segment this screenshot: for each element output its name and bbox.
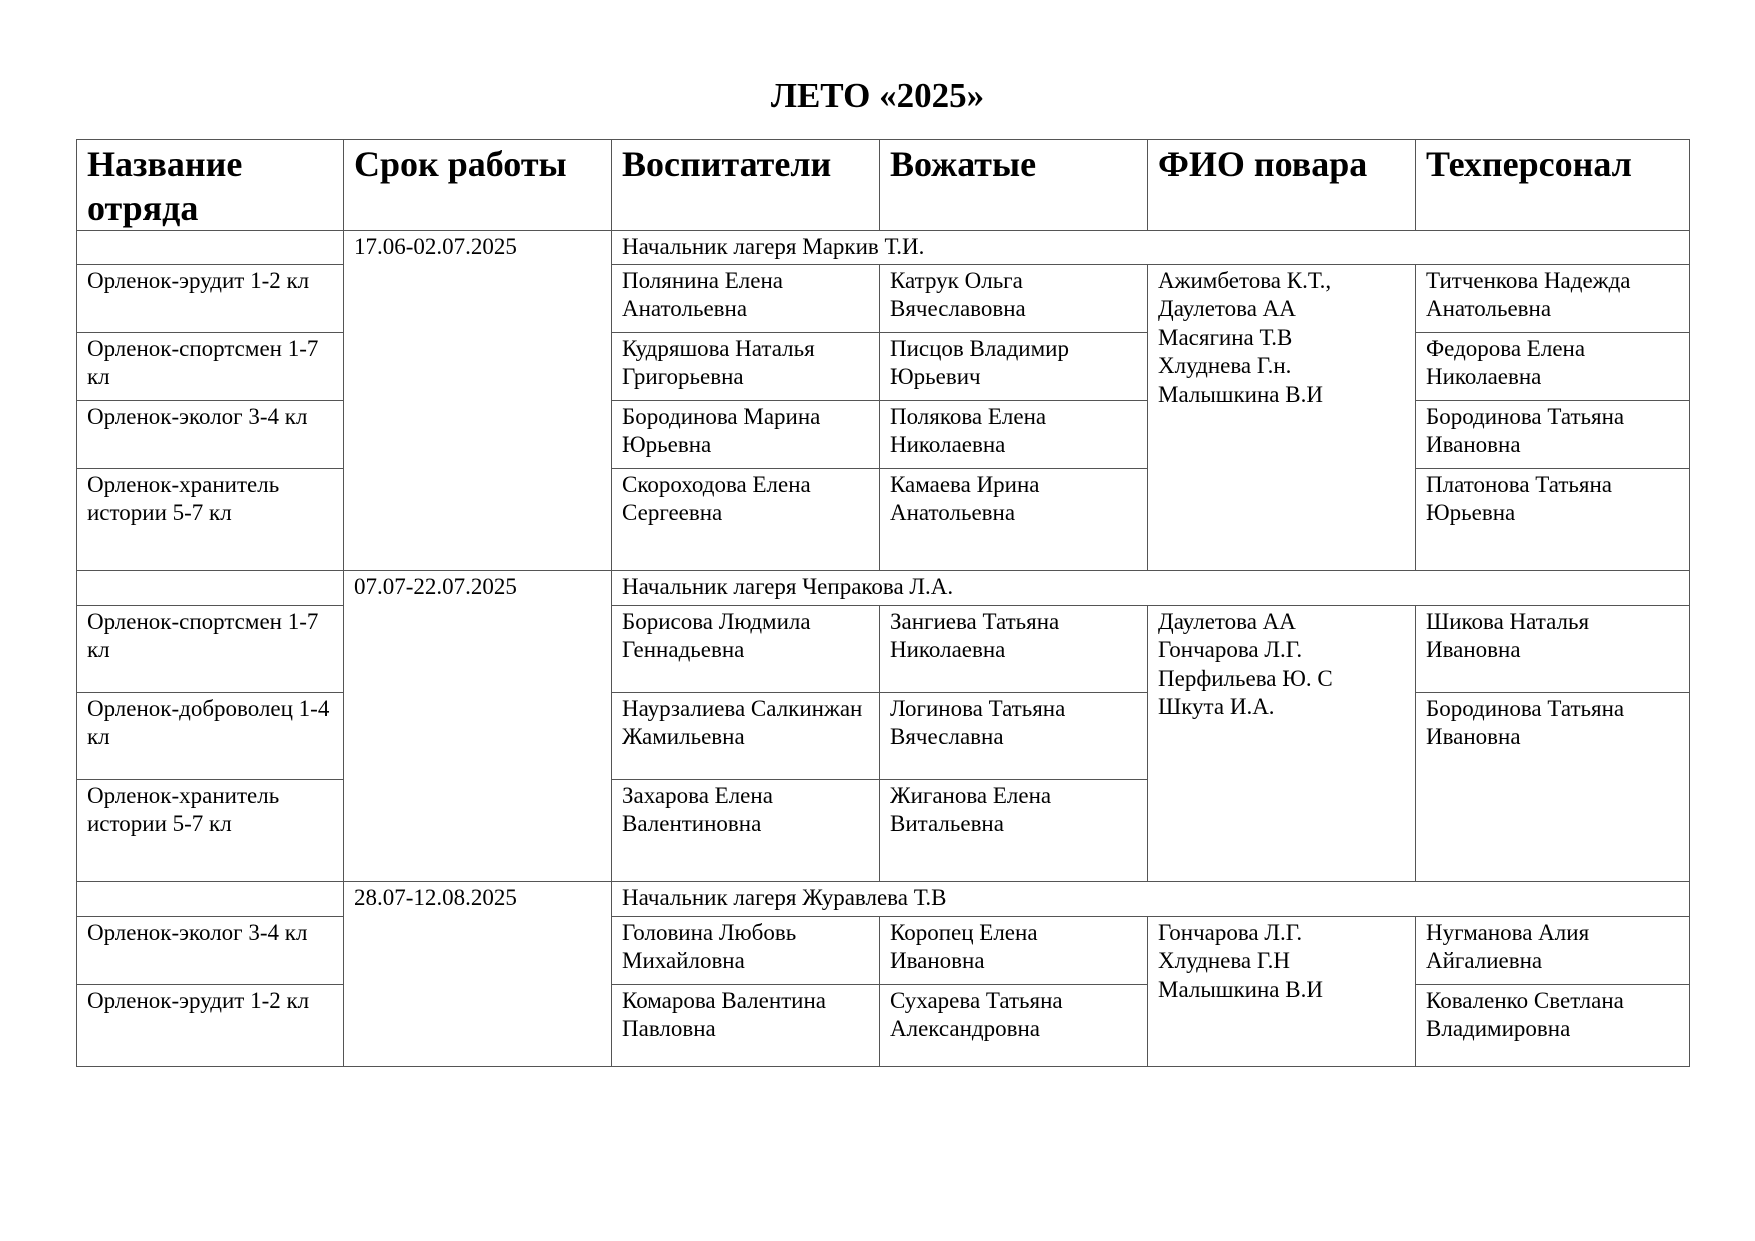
squad-name: Орленок-доброволец 1-4 кл	[77, 692, 344, 779]
teacher-cell: Скороходова Елена Сергеевна	[612, 468, 880, 570]
tech-staff-cell: Бородинова Татьяна Ивановна	[1416, 400, 1690, 468]
tech-staff-cell: Шикова Наталья Ивановна	[1416, 605, 1690, 692]
squad-name: Орленок-спортсмен 1-7 кл	[77, 332, 344, 400]
empty-squad-cell	[77, 570, 344, 605]
camp-chief: Начальник лагеря Чепракова Л.А.	[612, 570, 1690, 605]
teacher-cell: Кудряшова Наталья Григорьевна	[612, 332, 880, 400]
header-teachers: Воспитатели	[612, 140, 880, 231]
table-row	[77, 264, 1690, 332]
table-row	[77, 916, 1690, 984]
squad-name: Орленок-эрудит 1-2 кл	[77, 264, 344, 332]
squad-name: Орленок-эколог 3-4 кл	[77, 916, 344, 984]
counselor-cell: Коропец Елена Ивановна	[880, 916, 1148, 984]
empty-squad-cell	[77, 231, 344, 265]
table-row	[77, 400, 1690, 468]
counselor-cell: Сухарева Татьяна Александровна	[880, 984, 1148, 1066]
counselor-cell: Зангиева Татьяна Николаевна	[880, 605, 1148, 692]
shift-period: 07.07-22.07.2025	[344, 570, 612, 881]
counselor-cell: Логинова Татьяна Вячеславна	[880, 692, 1148, 779]
table-row	[77, 984, 1690, 1066]
teacher-cell: Захарова Елена Валентиновна	[612, 779, 880, 881]
header-period: Срок работы	[344, 140, 612, 231]
camp-chief: Начальник лагеря Журавлева Т.В	[612, 881, 1690, 916]
header-row	[77, 140, 1690, 231]
squad-name: Орленок-хранитель истории 5-7 кл	[77, 779, 344, 881]
tech-staff-cell: Платонова Татьяна Юрьевна	[1416, 468, 1690, 570]
tech-staff-cell: Титченкова Надежда Анатольевна	[1416, 264, 1690, 332]
header-counselors: Вожатые	[880, 140, 1148, 231]
teacher-cell: Комарова Валентина Павловна	[612, 984, 880, 1066]
squad-name: Орленок-эколог 3-4 кл	[77, 400, 344, 468]
squad-name: Орленок-хранитель истории 5-7 кл	[77, 468, 344, 570]
table-row	[77, 692, 1690, 779]
tech-staff-cell: Коваленко Светлана Владимировна	[1416, 984, 1690, 1066]
shift-chief-row	[77, 570, 1690, 605]
camp-schedule-table	[76, 139, 1690, 1067]
header-tech-staff: Техперсонал	[1416, 140, 1690, 231]
teacher-cell: Борисова Людмила Геннадьевна	[612, 605, 880, 692]
table-row	[77, 605, 1690, 692]
cooks-cell: Ажимбетова К.Т., Даулетова АА Масягина Т.В Хлуднева Г.н. Малышкина В.И	[1148, 264, 1416, 570]
counselor-cell: Полякова Елена Николаевна	[880, 400, 1148, 468]
header-cooks: ФИО повара	[1148, 140, 1416, 231]
teacher-cell: Бородинова Марина Юрьевна	[612, 400, 880, 468]
cooks-cell: Гончарова Л.Г. Хлуднева Г.Н Малышкина В.И	[1148, 916, 1416, 1066]
shift-chief-row	[77, 881, 1690, 916]
table-row	[77, 332, 1690, 400]
teacher-cell: Полянина Елена Анатольевна	[612, 264, 880, 332]
table-row	[77, 468, 1690, 570]
cooks-cell: Даулетова АА Гончарова Л.Г. Перфильева Ю. С Шкута И.А.	[1148, 605, 1416, 881]
squad-name: Орленок-эрудит 1-2 кл	[77, 984, 344, 1066]
counselor-cell: Писцов Владимир Юрьевич	[880, 332, 1148, 400]
shift-period: 28.07-12.08.2025	[344, 881, 612, 1066]
camp-chief: Начальник лагеря Маркив Т.И.	[612, 231, 1690, 265]
teacher-cell: Наурзалиева Салкинжан Жамильевна	[612, 692, 880, 779]
squad-name: Орленок-спортсмен 1-7 кл	[77, 605, 344, 692]
counselor-cell: Жиганова Елена Витальевна	[880, 779, 1148, 881]
counselor-cell: Катрук Ольга Вячеславовна	[880, 264, 1148, 332]
empty-squad-cell	[77, 881, 344, 916]
document-title: ЛЕТО «2025»	[770, 76, 985, 115]
counselor-cell: Камаева Ирина Анатольевна	[880, 468, 1148, 570]
tech-staff-cell: Нугманова Алия Айгалиевна	[1416, 916, 1690, 984]
header-squad-name: Название отряда	[77, 140, 344, 231]
teacher-cell: Головина Любовь Михайловна	[612, 916, 880, 984]
shift-chief-row	[77, 231, 1690, 265]
tech-staff-cell: Федорова Елена Николаевна	[1416, 332, 1690, 400]
shift-period: 17.06-02.07.2025	[344, 231, 612, 571]
tech-staff-cell: Бородинова Татьяна Ивановна	[1416, 692, 1690, 881]
